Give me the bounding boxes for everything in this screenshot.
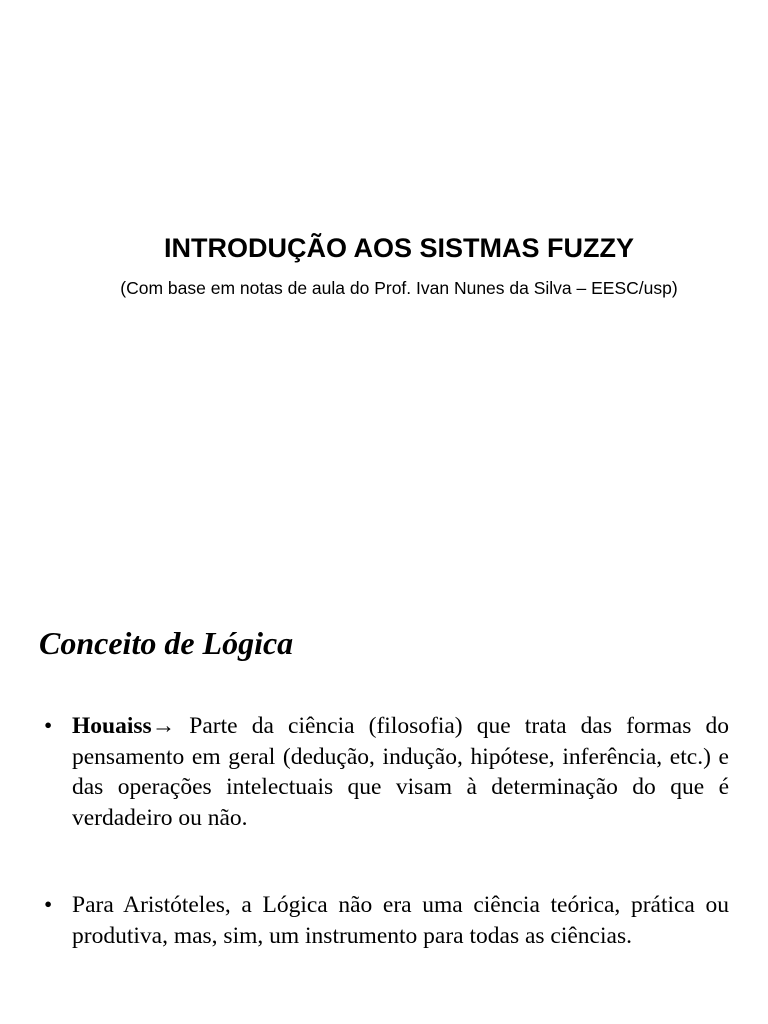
document-subtitle: (Com base em notas de aula do Prof. Ivan Nunes da Silva – EESC/usp) [120,278,678,298]
bullet-text: Para Aristóteles, a Lógica não era uma ciência teórica, prática ou produtiva, mas, sim, um instrumento para todas as ciências. [72,892,729,949]
bullet-icon: • [44,892,53,918]
arrow-icon: → [151,713,176,739]
document-title: INTRODUÇÃO AOS SISTMAS FUZZY [164,233,634,263]
bullet-text [72,711,729,833]
section-heading: Conceito de Lógica [39,625,294,661]
term-houaiss: Houaiss [72,713,152,739]
definition-text: Parte da ciência (filosofia) que trata das formas do pensamento em geral (dedução, indução, hipótese, inferência, etc.) e das operações intelectuais que visam à determinação do que é verdadeiro ou não. [72,713,729,831]
title-block [0,231,768,299]
bullet-icon: • [44,713,53,739]
